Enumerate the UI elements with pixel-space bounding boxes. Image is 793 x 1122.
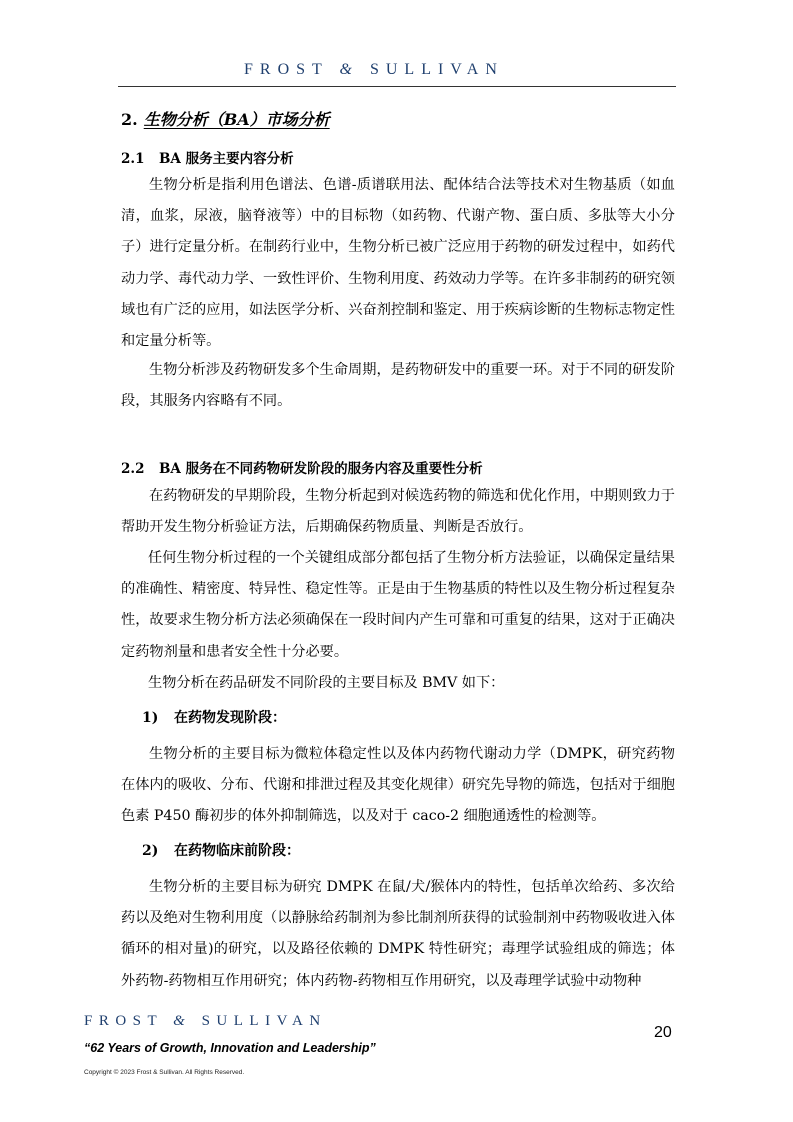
- subsection-title: BA 服务主要内容分析: [159, 151, 294, 167]
- brand-right: SULLIVAN: [201, 1013, 327, 1029]
- stage-number: 2): [142, 843, 159, 859]
- subsection-number: 2.2: [121, 461, 145, 477]
- section-heading-2: [121, 107, 330, 130]
- paragraph: 在药物研发的早期阶段，生物分析起到对候选药物的筛选和优化作用，中期则致力于帮助开发生物分析验证方法，后期确保药物质量、判断是否放行。: [121, 488, 675, 536]
- paragraph: 生物分析涉及药物研发多个生命周期，是药物研发中的重要一环。对于不同的研发阶段，其服务内容略有不同。: [121, 362, 675, 410]
- section-number: 2.: [121, 110, 138, 129]
- brand-ampersand: &: [173, 1013, 192, 1029]
- paragraph: 任何生物分析过程的一个关键组成部分都包括了生物分析方法验证，以确保定量结果的准确性、精密度、特异性、稳定性等。正是由于生物基质的特性以及生物分析过程复杂性，故要求生物分析方法必须确保在一段时间内产生可靠和可重复的结果，这对于正确决定药物剂量和患者安全性十分必要。: [121, 550, 675, 660]
- stage-number: 1): [142, 710, 159, 726]
- brand-left: FROST: [84, 1013, 163, 1029]
- paragraph: 生物分析的主要目标为微粒体稳定性以及体内药物代谢动力学（DMPK，研究药物在体内的吸收、分布、代谢和排泄过程及其变化规律）研究先导物的筛选，包括对于细胞色素 P450 酶初步的体外抑制筛选，以及对于 caco-2 细胞通透性的检测等。: [121, 746, 675, 825]
- subsection-title: BA 服务在不同药物研发阶段的服务内容及重要性分析: [159, 461, 483, 477]
- stage-heading-preclinical: [142, 840, 300, 860]
- stage-title: 在药物临床前阶段：: [174, 843, 300, 859]
- brand-left: FROST: [244, 61, 329, 78]
- subsection-heading-2-1: [121, 147, 294, 167]
- header-brand-logo: [244, 61, 504, 79]
- header-divider: [118, 86, 676, 87]
- paragraph: 生物分析在药品研发不同阶段的主要目标及 BMV 如下：: [148, 675, 505, 691]
- subsection-number: 2.1: [121, 151, 145, 167]
- stage-heading-discovery: [142, 707, 286, 727]
- page-number: 20: [654, 1024, 672, 1041]
- brand-right: SULLIVAN: [369, 61, 504, 78]
- footer-tagline: “62 Years of Growth, Innovation and Leadership”: [84, 1041, 376, 1055]
- paragraph: 生物分析的主要目标为研究 DMPK 在鼠/犬/猴体内的特性，包括单次给药、多次给药以及绝对生物利用度（以静脉给药制剂为参比制剂所获得的试验制剂中药物吸收进入体循环的相对量)的研究，以及路径依赖的 DMPK 特性研究；毒理学试验组成的筛选；体外药物-药物相互作用研究；体内药物-药物相互作用研究，以及毒理学试验中动物种: [121, 879, 675, 989]
- copyright-notice: Copyright © 2023 Frost & Sullivan. All Rights Reserved.: [84, 1069, 245, 1076]
- footer-brand-logo: [84, 1013, 327, 1030]
- subsection-heading-2-2: [121, 457, 483, 477]
- paragraph: 生物分析是指利用色谱法、色谱-质谱联用法、配体结合法等技术对生物基质（如血清，血浆，尿液，脑脊液等）中的目标物（如药物、代谢产物、蛋白质、多肽等大小分子）进行定量分析。在制药行业中，生物分析已被广泛应用于药物的研发过程中，如药代动力学、毒代动力学、一致性评价、生物利用度、药效动力学等。在许多非制药的研究领域也有广泛的应用，如法医学分析、兴奋剂控制和鉴定、用于疾病诊断的生物标志物定性和定量分析等。: [121, 177, 675, 350]
- brand-ampersand: &: [339, 61, 359, 78]
- section-title: 生物分析（BA）市场分析: [143, 110, 330, 129]
- stage-title: 在药物发现阶段：: [174, 710, 286, 726]
